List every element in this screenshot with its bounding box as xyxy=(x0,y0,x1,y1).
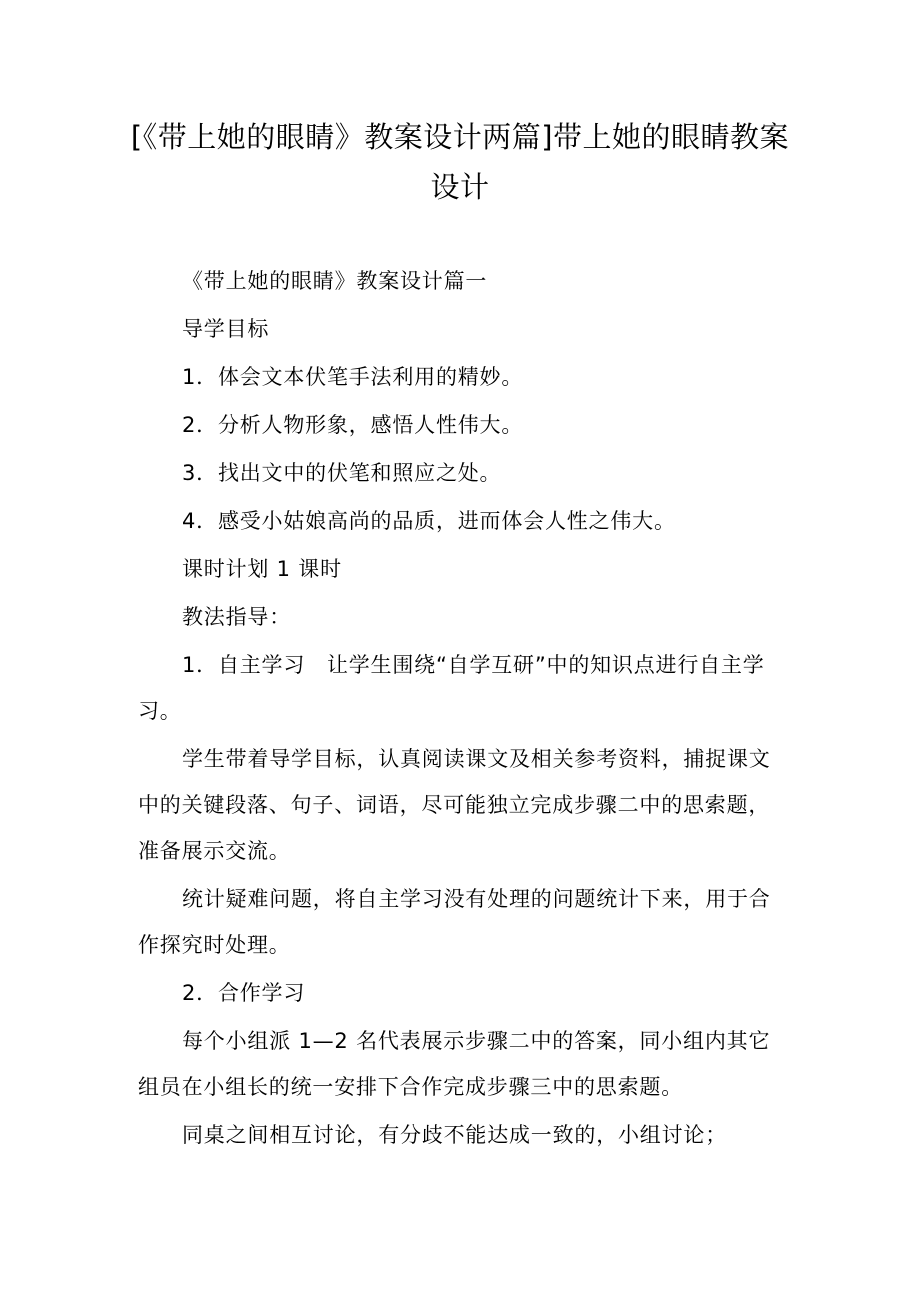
document-body xyxy=(138,258,788,1160)
method-heading: 教法指导： xyxy=(182,605,291,629)
goal-item-3: 3．找出文中的伏笔和照应之处。 xyxy=(182,461,502,485)
paragraph: 每个小组派 1—2 名代表展示步骤二中的答案，同小组内其它组员在小组长的统一安排下合作完成步骤三中的思索题。 xyxy=(138,1029,771,1099)
paragraph: 同桌之间相互讨论，有分歧不能达成一致的，小组讨论； xyxy=(182,1123,727,1147)
goal-item-2: 2．分析人物形象，感悟人性伟大。 xyxy=(182,413,524,437)
method-item-2: 2．合作学习 xyxy=(182,981,306,1005)
document-title: [《带上她的眼睛》教案设计两篇]带上她的眼睛教案设计 xyxy=(130,120,790,204)
paragraph: 学生带着导学目标，认真阅读课文及相关参考资料，捕捉课文中的关键段落、句子、词语，尽可能独立完成步骤二中的思索题，准备展示交流。 xyxy=(138,747,771,863)
lesson-plan-line: 课时计划 1 课时 xyxy=(182,557,342,581)
goal-item-4: 4．感受小姑娘高尚的品质，进而体会人性之伟大。 xyxy=(182,509,676,533)
goal-item-1: 1．体会文本伏笔手法利用的精妙。 xyxy=(182,365,524,389)
paragraph: 统计疑难问题，将自主学习没有处理的问题统计下来，用于合作探究时处理。 xyxy=(138,887,771,957)
section-heading: 《带上她的眼睛》教案设计篇一 xyxy=(182,269,488,293)
method-item-1: 1．自主学习 让学生围绕“自学互研”中的知识点进行自主学习。 xyxy=(138,653,765,723)
subheading-goals: 导学目标 xyxy=(182,317,270,341)
